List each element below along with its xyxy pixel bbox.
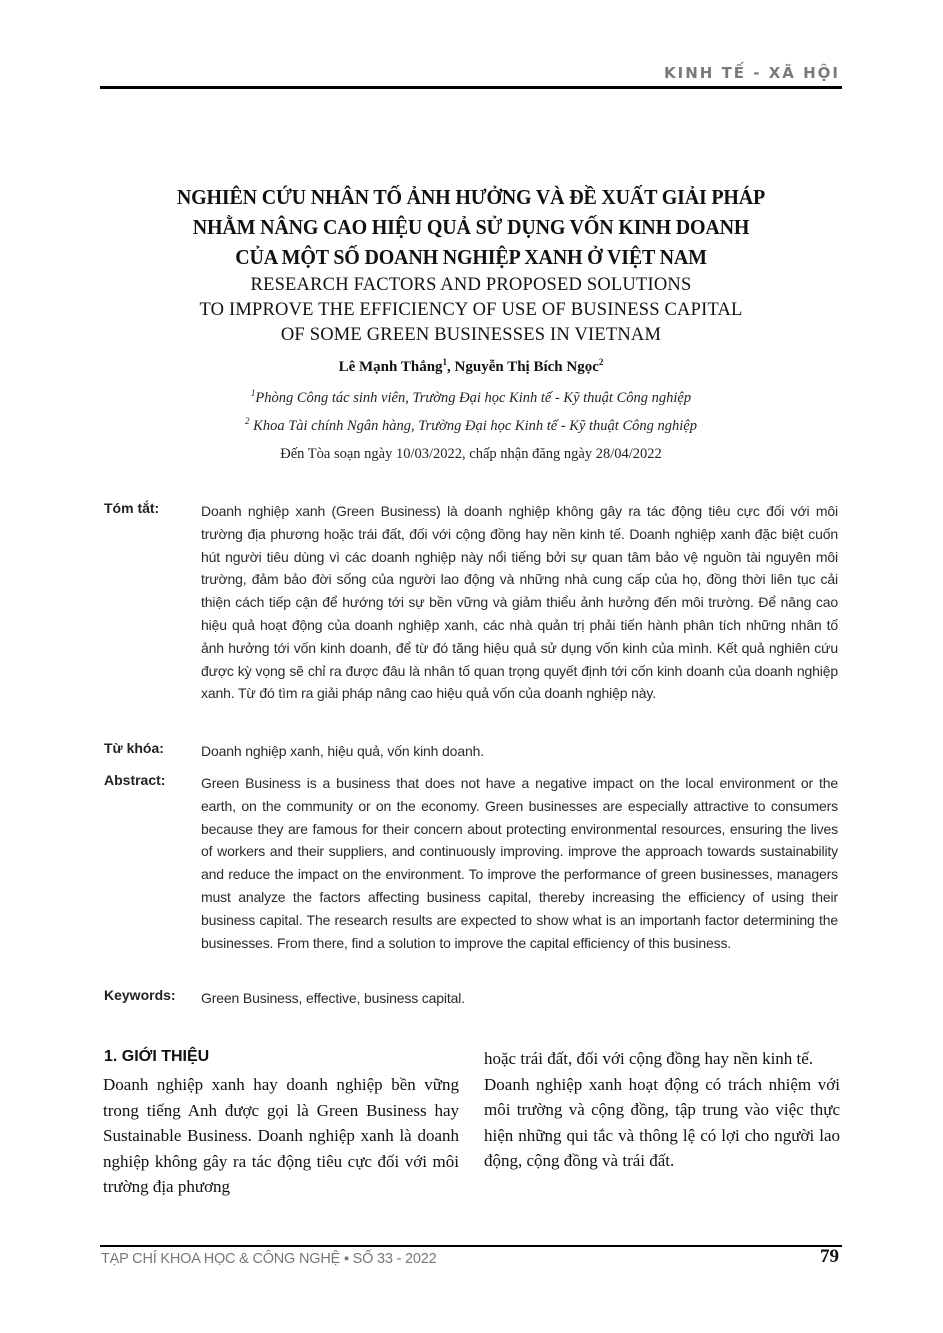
title-en-line: OF SOME GREEN BUSINESSES IN VIETNAM: [280, 325, 662, 345]
running-head-section: KINH TẾ - XÃ HỘI: [664, 64, 840, 82]
page-number: 79: [820, 1246, 839, 1267]
keywords-vn-text: Doanh nghiệp xanh, hiệu quả, vốn kinh doanh.: [201, 743, 484, 759]
section-heading: 1. GIỚI THIỆU: [104, 1048, 210, 1065]
title-vn-line: NGHIÊN CỨU NHÂN TỐ ẢNH HƯỞNG VÀ ĐỀ XUẤT GIẢI PHÁP: [176, 185, 766, 209]
body-paragraph: hoặc trái đất, đối với cộng đồng hay nền kinh tế.: [484, 1049, 814, 1068]
keywords-vn-label: Từ khóa:: [104, 740, 164, 756]
author-name: Nguyễn Thị Bích Ngọc: [454, 359, 599, 375]
footer-journal-name: TẠP CHÍ KHOA HỌC & CÔNG NGHỆ ▪ SỐ 33 - 2022: [101, 1251, 437, 1267]
body-column-right: [484, 1046, 840, 1174]
abstract-vn-label: Tóm tắt:: [104, 500, 160, 516]
abstract-en-label: Abstract:: [104, 772, 166, 788]
abstract-en-text: Green Business is a business that does not have a negative impact on the local environment or the earth, on the community or on the economy. Green businesses are especially attractive to consumers because they are famous for their concern about protecting environmental resources, ensuring the lives of workers and their suppliers, and continuously improving. improve the approach towards sustainability and reduce the impact on the environment. To improve the performance of green businesses, managers must analyze the factors affecting business capital, thereby increasing the efficiency of using their business capital. The research results are expected to show what is an importanh factor determining the businesses. From there, find a solution to improve the capital efficiency of this business.: [201, 775, 838, 951]
author-name: Lê Mạnh Thắng: [338, 359, 443, 375]
header-rule: [100, 86, 842, 89]
received-date: Đến Tòa soạn ngày 10/03/2022, chấp nhận đăng ngày 28/04/2022: [280, 446, 662, 462]
keywords-en-label: Keywords:: [104, 987, 176, 1003]
author-affiliation-mark: 2: [598, 357, 604, 367]
footer-rule: [100, 1245, 842, 1247]
title-vietnamese: [126, 182, 816, 272]
body-column-left: [103, 1072, 459, 1200]
author-list: [100, 357, 842, 376]
keywords-en-text: Green Business, effective, business capital.: [201, 990, 465, 1006]
title-vn-line: NHẰM NÂNG CAO HIỆU QUẢ SỬ DỤNG VỐN KINH DOANH: [192, 215, 750, 239]
body-paragraph: Doanh nghiệp xanh hay doanh nghiệp bền vững trong tiếng Anh được gọi là Green Business hay Sustainable Business. Doanh nghiệp xanh là doanh nghiệp không gây ra tác động tiêu cực đối với môi trường địa phương: [103, 1075, 459, 1196]
title-en-line: TO IMPROVE THE EFFICIENCY OF USE OF BUSINESS CAPITAL: [199, 300, 743, 320]
author-separator: ,: [447, 359, 455, 375]
affiliation-text: Khoa Tài chính Ngân hàng, Trường Đại học Kinh tế - Kỹ thuật Công nghiệp: [249, 417, 697, 434]
affiliation-mark: 1: [250, 388, 256, 398]
affiliation: [100, 388, 842, 407]
affiliation-mark: 2: [245, 416, 250, 426]
author-affiliation-mark: 1: [442, 357, 448, 367]
body-paragraph: Doanh nghiệp xanh hoạt động có trách nhiệm với môi trường và cộng đồng, tập trung vào việc thực hiện những qui tắc và thông lệ có lợi cho người lao động, cộng đồng và trái đất.: [484, 1074, 840, 1170]
title-vn-line: CỦA MỘT SỐ DOANH NGHIỆP XANH Ở VIỆT NAM: [235, 245, 707, 269]
title-en-line: RESEARCH FACTORS AND PROPOSED SOLUTIONS: [250, 275, 692, 295]
affiliation-text: Phòng Công tác sinh viên, Trường Đại học Kinh tế - Kỹ thuật Công nghiệp: [255, 389, 692, 406]
abstract-vn-text: Doanh nghiệp xanh (Green Business) là doanh nghiệp không gây ra tác động tiêu cực đối với môi trường địa phương hoặc trái đất, đối với cộng đồng hay nền kinh tế. Doanh nghiệp xanh đặc biệt cuốn hút người tiêu dùng vì các doanh nghiệp này nổi tiếng bởi sự quan tâm bảo vệ nguồn tài nguyên môi trường, đảm bảo đời sống của người lao động và những nhà cung cấp của họ, đồng thời liên tục cải thiện cách tiếp cận để hướng tới sự bền vững và giảm thiểu ảnh hưởng đến môi trường. Để nâng cao hiệu quả hoạt động của doanh nghiệp xanh, các nhà quản trị phải tiến hành phân tích những nhân tố ảnh hưởng tới vốn kinh doanh, để từ đó tăng hiệu quả sử dụng vốn kinh của mình. Kết quả nghiên cứu được kỳ vọng sẽ chỉ ra được đâu là nhân tố quan trọng quyết định tới cốn kinh doanh của doanh nghiệp xanh. Từ đó tìm ra giải pháp nâng cao hiệu quả vốn của doanh nghiệp này.: [201, 503, 838, 702]
title-english: [100, 273, 842, 348]
affiliation: [100, 416, 842, 435]
